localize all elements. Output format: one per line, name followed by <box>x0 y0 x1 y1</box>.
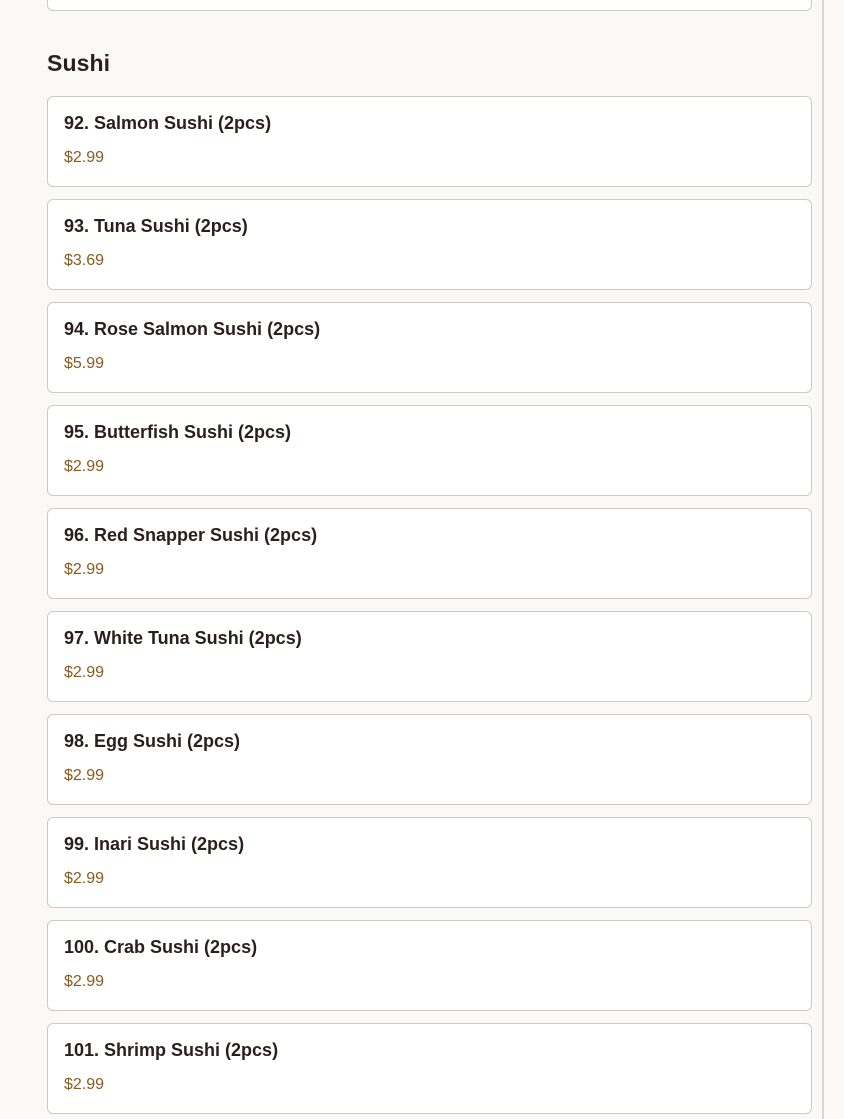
menu-item-price: $2.99 <box>64 973 105 990</box>
menu-item-card[interactable] <box>47 302 812 393</box>
menu-item-card[interactable] <box>47 817 812 908</box>
menu-item-card[interactable] <box>47 405 812 496</box>
menu-item-name: 98. Egg Sushi (2pcs) <box>64 731 241 751</box>
menu-item-card[interactable] <box>47 199 812 290</box>
menu-item-name: 94. Rose Salmon Sushi (2pcs) <box>64 319 321 339</box>
menu-item-name: 96. Red Snapper Sushi (2pcs) <box>64 525 318 545</box>
menu-item-card[interactable] <box>47 611 812 702</box>
menu-item-price: $3.69 <box>64 252 105 269</box>
section-title: Sushi <box>47 50 111 76</box>
menu-item-price: $2.99 <box>64 561 105 578</box>
previous-menu-item-card[interactable] <box>47 0 812 11</box>
menu-item-price: $2.99 <box>64 149 105 166</box>
menu-item-price: $2.99 <box>64 870 105 887</box>
menu-item-card[interactable] <box>47 96 812 187</box>
menu-item-name: 93. Tuna Sushi (2pcs) <box>64 216 248 236</box>
menu-item-name: 97. White Tuna Sushi (2pcs) <box>64 628 302 648</box>
menu-item-name: 92. Salmon Sushi (2pcs) <box>64 113 272 133</box>
menu-item-name: 100. Crab Sushi (2pcs) <box>64 937 258 957</box>
menu-item-card[interactable] <box>47 1023 812 1114</box>
menu-item-card[interactable] <box>47 920 812 1011</box>
menu-item-name: 99. Inari Sushi (2pcs) <box>64 834 245 854</box>
menu-item-name: 101. Shrimp Sushi (2pcs) <box>64 1040 279 1060</box>
menu-item-card[interactable] <box>47 714 812 805</box>
menu-item-price: $2.99 <box>64 1076 105 1093</box>
menu-item-price: $2.99 <box>64 664 105 681</box>
menu-item-name: 95. Butterfish Sushi (2pcs) <box>64 422 292 442</box>
menu-item-card[interactable] <box>47 508 812 599</box>
menu-item-list <box>47 96 812 1119</box>
menu-item-price: $5.99 <box>64 355 105 372</box>
menu-item-price: $2.99 <box>64 458 105 475</box>
menu-item-price: $2.99 <box>64 767 105 784</box>
scrollbar-track[interactable] <box>822 0 824 1119</box>
